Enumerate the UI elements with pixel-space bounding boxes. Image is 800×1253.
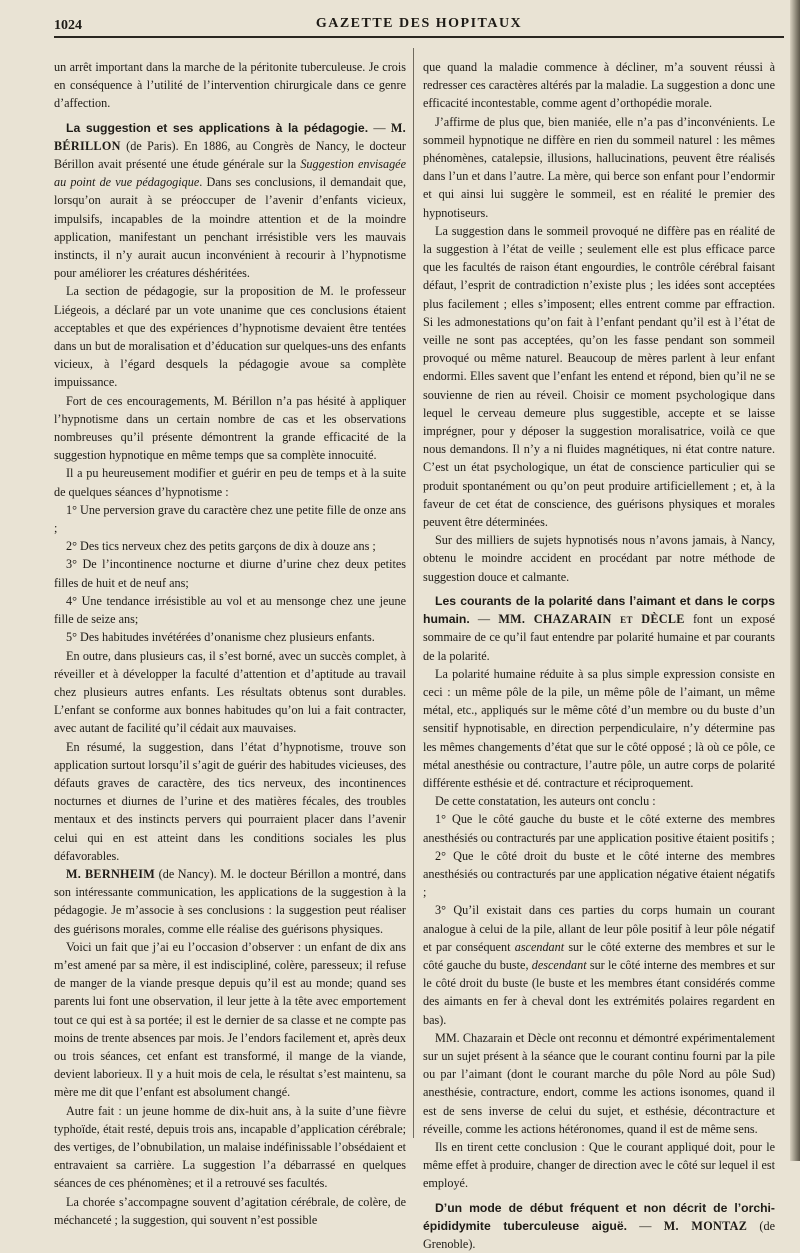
paragraph: Il a pu heureusement modifier et guérir en peu de temps et à la suite de quelques séances d’hypnotisme :: [54, 466, 406, 499]
section-paragraph: [54, 865, 406, 938]
list-item: 4° Une tendance irrésistible au vol et au mensonge chez une jeune fille de seize ans;: [54, 593, 406, 627]
text-run: (de Nancy). M. le docteur Bérillon a montré, dans son intéressante communication, les applications de la suggestion à la pédagogie. Je m’associe à ses conclusions : la suggestion peut réaliser des guérisons morales, comme elle réalise des guérisons physiques.: [54, 866, 406, 936]
text-run: . Dans ses conclusions, il demandait que, lorsqu’on aurait à se préoccuper de l’avenir d’enfants vicieux, impulsifs, incapables de la moindre attention et de la moindre application, manifestant un penchant irrésistible vers les mauvais instincts, il n’y aurait aucun inconvénient à recourir à l’hypnotisme pour améliorer les créatures déshéritées.: [54, 175, 406, 281]
left-column: [54, 58, 407, 1227]
author-name: M. BERNHEIM: [66, 866, 156, 881]
italic-term: ascendant: [514, 939, 565, 954]
paragraph: Ils en tirent cette conclusion : Que le courant appliqué doit, pour le même effet à produire, changer de direction avec le côté sur lequel il est employé.: [423, 1139, 775, 1191]
text-run: font un exposé sommaire de ce qu’il faut entendre par polarité humaine et par courants de la polarité.: [423, 612, 776, 663]
page-edge-shadow: [790, 0, 800, 1161]
section-heading: Les courants de la polarité dans l’aimant et dans le corps humain.: [423, 593, 775, 627]
text-run: sur le côté externe des membres et sur le côté gauche du buste,: [423, 939, 775, 972]
text-run: (de Grenoble).: [423, 1218, 775, 1251]
right-column: [423, 58, 776, 1251]
section-heading: La suggestion et ses applications à la pédagogie.: [66, 120, 369, 135]
paragraph: un arrêt important dans la marche de la péritonite tuberculeuse. Je crois en conséquence à l’utilité de l’intervention chirurgicale dans ce genre d’affection.: [54, 60, 406, 111]
list-item: 5° Des habitudes invétérées d’onanisme chez plusieurs enfants.: [66, 630, 375, 645]
paragraph: Voici un fait que j’ai eu l’occasion d’observer : un enfant de dix ans m’est amené par sa mère, il est indiscipliné, colère, paresseux; il refuse de manger de la viande presque depuis qu’il est au monde; quand ses parents lui font une observation, il leur jette à la tête avec emportement tout ce qui est à sa portée; il est le dernier de sa classe et ne compte pas moins de trente absences par mois. Je l’endors facilement et, après deux ou trois séances, cet enfant est transformé, il mange de la viande, devient laborieux. Il y a huit mois de cela, le résultat s’est maintenu, sa mère me dit que l’enfant est absolument changé.: [54, 939, 406, 1100]
dash: —: [627, 1218, 664, 1233]
list-item: 3° De l’incontinence nocturne et diurne d’urine chez deux petites filles de huit et de neuf ans;: [54, 557, 406, 590]
paragraph: En résumé, la suggestion, dans l’état d’hypnotisme, trouve son application surtout lorsqu’il s’agit de guérir des habitudes vicieuses, des défauts graves de caractère, des tics nerveux, des incontinences nocturnes et diurnes de l’urine et des matières fécales, des troubles mentaux et des instincts pervers qui pourraient placer dans l’avenir celui qui en est atteint dans les conditions sociales les plus défavorables.: [54, 739, 406, 863]
paragraph: La suggestion dans le sommeil provoqué ne diffère pas en réalité de la suggestion à l’état de veille ; seulement elle est plus efficace parce que les facultés de raison étant engourdies, le contrôle cérébral faisant défaut, l’esprit de contradiction n’existe plus ; les idées sont acceptées plus facilement ; elles s’imposent; elles entrent comme par effraction. Si les admonestations qu’on fait à l’enfant pendant qu’il est à l’état de veille ne sont pas acceptées, qu’on les fasse pendant son sommeil provoqué ou même naturel. Beaucoup de mères parlent à leur enfant endormi. Elles savent que l’enfant les entend et répond, bien qu’il ne se souvienne de rien au réveil. Choisir ce moment psychologique dans lequel le cerveau demeure plus suggestible, accepte et se laisse imprégner, pour y déposer la suggestion moralisatrice, voilà ce que nous demandons. Il n’y a ni fluides magnétiques, ni état contre nature. C’est un état psychologique, un état de conscience particulier qui se produit spontanément ou qu’on peut produire artificiellement ; et, à la faveur de cet état de conscience, des guérisons physiques et morales peuvent être déterminées.: [423, 223, 775, 530]
section-paragraph: [423, 1199, 775, 1253]
author-name: M. MONTAZ: [663, 1218, 748, 1233]
author-name: M. BÉRILLON: [54, 120, 407, 153]
text-run: 3° Qu’il existait dans ces parties du corps humain un courant analogue à celui de la pile, allant de leur pôle positif à leur pôle négatif et par conséquent: [423, 903, 775, 954]
list-item: 2° Que le côté droit du buste et le côté interne des membres anesthésiés ou contracturés par une application négative étaient négatifs ;: [423, 848, 775, 900]
dash: —: [469, 612, 499, 627]
journal-title: GAZETTE DES HOPITAUX: [315, 16, 523, 31]
paragraph: Sur des milliers de sujets hypnotisés nous n’avons jamais, à Nancy, obtenu le moindre accident en procédant par notre méthode de suggestion douce et calmante.: [423, 533, 775, 584]
italic-title: Suggestion envisagée au point de vue pédagogique: [54, 157, 406, 190]
text-run: (de Paris). En 1886, au Congrès de Nancy, le docteur Bérillon avait présenté une étude générale sur la: [54, 138, 406, 172]
italic-term: descendant: [531, 957, 587, 972]
section-heading: D’un mode de début fréquent et non décrit de l’orchi-épididymite tuberculeuse aiguë.: [423, 1200, 775, 1233]
paragraph: Autre fait : un jeune homme de dix-huit ans, à la suite d’une fièvre typhoïde, était resté, depuis trois ans, incapable d’application cérébrale; des vertiges, de l’obnubilation, un malaise indéfinissable l’obsédaient et entravaient sa carrière. La suggestion l’a débarrassé en quelques séances de ces phénomènes; et il a retrouvé ses facultés.: [54, 1103, 406, 1191]
paragraph: La section de pédagogie, sur la proposition de M. le professeur Liégeois, a déclaré par un vote unanime que ces conclusions étaient acceptables et que des expériences d’hypnotisme devaient être tentées dans un but de moralisation et d’éducation sur quelques-uns des enfants vicieux, à l’égard desquels la pédagogie avoue sa complète impuissance.: [54, 284, 406, 390]
list-item: [423, 901, 775, 1028]
dash: —: [368, 120, 391, 135]
paragraph: La polarité humaine réduite à sa plus simple expression consiste en ceci : un même pôle de la pile, un même pôle de l’aimant, un même métal, etc., appliqués sur le même côté d’un membre ou du buste d’un sensitif hypnotisable, en direction perpendiculaire, n’y détermine pas les mêmes changements d’état que sur le côté opposé ; là où ce pôle, ce métal anesthésie ou contracture, l’autre pôle, un autre corps de polarité différente esthésie et dé. contracture et réciproquement.: [423, 666, 775, 790]
paragraph: que quand la maladie commence à décliner, m’a souvent réussi à redresser ces caractères altérés par la maladie. La suggestion a donc une efficacité incontestable, comme agent d’orthopédie morale.: [423, 60, 775, 111]
text-run: sur le côté interne des membres et sur le côté droit du buste (le buste et les membres étant considérés comme des aimants en fer à cheval dont les extrémités polaires regardent en bas).: [423, 957, 775, 1027]
column-rule: [413, 48, 414, 1138]
paragraph: MM. Chazarain et Dècle ont reconnu et démontré expérimentalement sur un sujet présent à la séance que le courant continu fourni par la pile ou par l’aimant (dont le courant marche du pôle Nord au pôle Sud) anesthésie, contracture, endort, comme les actions isonomes, quand il est de sens inverse de celui du sujet, et esthésie, décontracture et réveille, comme les actions hétéronomes, quand il est de même sens.: [423, 1030, 775, 1136]
list-item: 2° Des tics nerveux chez des petits garçons de dix à douze ans ;: [66, 539, 376, 554]
paragraph: En outre, dans plusieurs cas, il s’est borné, avec un succès complet, à réveiller et à développer la faculté d’attention et d’aptitude au travail chez plusieurs autres enfants. Les résultats obtenus sont durables. L’enfant se conforme aux bonnes habitudes qu’on lui a fait contracter, avec autant de facilité qu’il cédait aux mauvaises.: [54, 648, 406, 736]
list-item: 1° Une perversion grave du caractère chez une petite fille de onze ans ;: [54, 502, 406, 536]
section-paragraph: [423, 592, 775, 665]
page-number: 1024: [54, 18, 82, 33]
paragraph: De cette constatation, les auteurs ont conclu :: [435, 794, 656, 809]
running-header: [54, 10, 784, 38]
paragraph: Fort de ces encouragements, M. Bérillon n’a pas hésité à appliquer l’hypnotisme dans un certain nombre de cas et les observations nombreuses qu’il présente démontrent la grande efficacité de la suggestion hypnotique en même temps que sa complète innocuité.: [54, 393, 406, 463]
author-names: MM. CHAZARAIN et DÈCLE: [498, 612, 685, 627]
paragraph: La chorée s’accompagne souvent d’agitation cérébrale, de colère, de méchanceté ; la suggestion, qui souvent n’est possible: [54, 1194, 406, 1227]
paragraph: J’affirme de plus que, bien maniée, elle n’a pas d’inconvénients. Le sommeil hypnotique ne diffère en rien du sommeil naturel : les mêmes phénomènes, catalepsie, illusions, hallucinations, peuvent être réalisés dans l’un et dans l’autre. La mère, qui berce son enfant pour l’endormir et qui ainsi lui suggère le sommeil, est en réalité le premier des hypnotiseurs.: [423, 114, 775, 220]
list-item: 1° Que le côté gauche du buste et le côté externe des membres anesthésiés ou contracturés par une application positive étaient positifs ;: [423, 812, 775, 845]
section-paragraph: [54, 119, 406, 283]
